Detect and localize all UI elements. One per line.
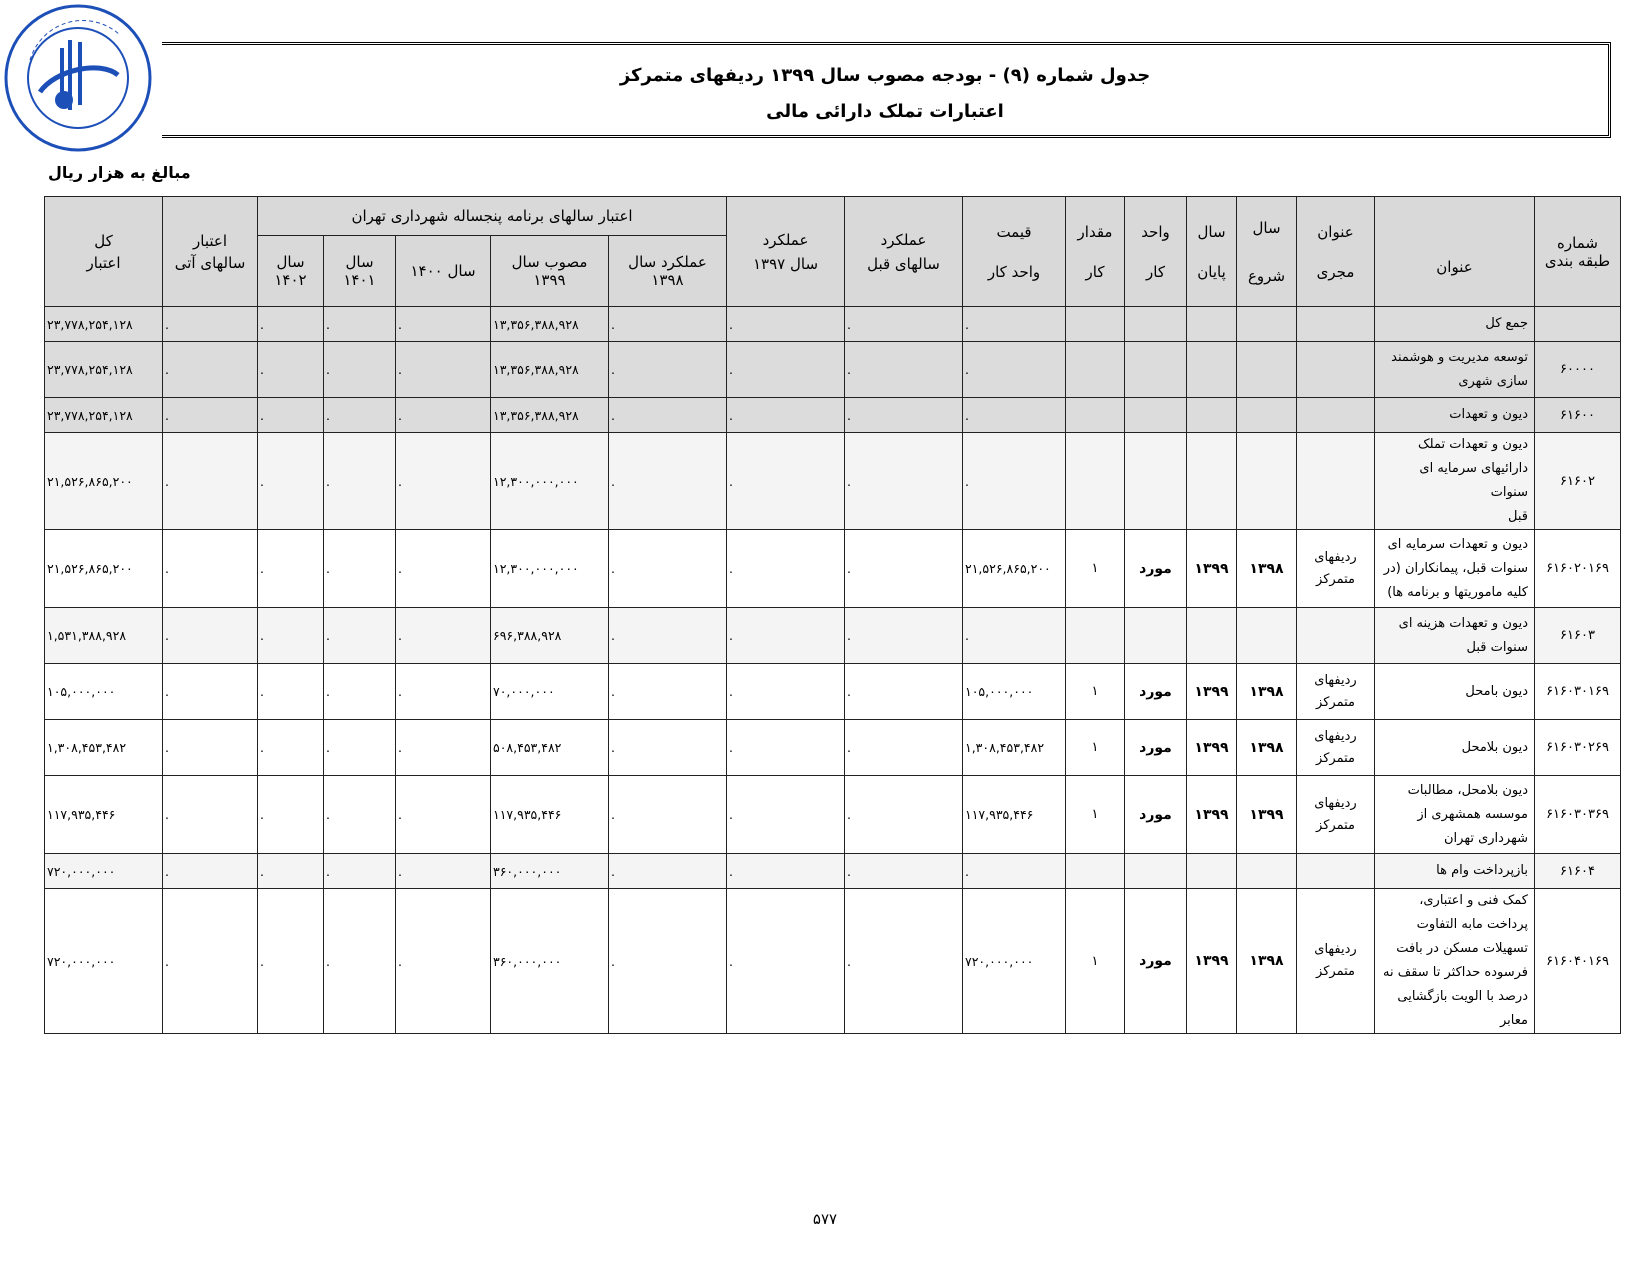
cell-total: ۲۳,۷۷۸,۲۵۴,۱۲۸ bbox=[45, 398, 163, 433]
cell-unit bbox=[1125, 608, 1187, 664]
cell-agency bbox=[1297, 664, 1375, 720]
cell-start bbox=[1237, 398, 1297, 433]
cell-unit bbox=[1125, 342, 1187, 398]
cell-unit: مورد bbox=[1125, 720, 1187, 776]
cell-p1398: . bbox=[609, 342, 727, 398]
cell-p1398: . bbox=[609, 530, 727, 608]
header-total: کل اعتبار bbox=[45, 197, 163, 307]
cell-code: ۶۱۶۰۳۰۱۶۹ bbox=[1535, 664, 1621, 720]
cell-start: ۱۳۹۸ bbox=[1237, 530, 1297, 608]
agency-line: ردیفهای bbox=[1314, 942, 1357, 957]
cell-p1398: . bbox=[609, 398, 727, 433]
cell-y1400: . bbox=[396, 854, 491, 889]
cell-y1401: . bbox=[324, 530, 396, 608]
table-row bbox=[45, 854, 1621, 889]
title-line: دیون بلامحل bbox=[1461, 739, 1528, 755]
cell-a1399: ۱۳,۳۵۶,۳۸۸,۹۲۸ bbox=[491, 342, 609, 398]
cell-total: ۷۲۰,۰۰۰,۰۰۰ bbox=[45, 889, 163, 1034]
cell-y1400: . bbox=[396, 342, 491, 398]
cell-p1397: . bbox=[727, 854, 845, 889]
cell-p1397: . bbox=[727, 720, 845, 776]
cell-title bbox=[1375, 307, 1535, 342]
cell-qty: ۱ bbox=[1066, 889, 1125, 1034]
cell-prev: . bbox=[845, 307, 963, 342]
cell-qty bbox=[1066, 608, 1125, 664]
cell-title bbox=[1375, 398, 1535, 433]
agency-line: ردیفهای bbox=[1314, 728, 1357, 744]
header-agency: عنوان مجری bbox=[1297, 197, 1375, 307]
cell-total: ۲۱,۵۲۶,۸۶۵,۲۰۰ bbox=[45, 530, 163, 608]
cell-y1401: . bbox=[324, 854, 396, 889]
cell-qty: ۱ bbox=[1066, 530, 1125, 608]
cell-end bbox=[1187, 342, 1237, 398]
cell-agency bbox=[1297, 433, 1375, 530]
cell-start: ۱۳۹۹ bbox=[1237, 776, 1297, 854]
cell-end: ۱۳۹۹ bbox=[1187, 664, 1237, 720]
cell-start: ۱۳۹۸ bbox=[1237, 889, 1297, 1034]
title-line: دیون و تعهدات تملک bbox=[1418, 437, 1528, 452]
cell-y1400: . bbox=[396, 720, 491, 776]
cell-p1398: . bbox=[609, 889, 727, 1034]
cell-total: ۷۲۰,۰۰۰,۰۰۰ bbox=[45, 854, 163, 889]
cell-title bbox=[1375, 608, 1535, 664]
cell-future: . bbox=[163, 433, 258, 530]
cell-unit: مورد bbox=[1125, 664, 1187, 720]
cell-y1400: . bbox=[396, 307, 491, 342]
cell-y1401: . bbox=[324, 342, 396, 398]
title-line: موسسه همشهری از bbox=[1417, 806, 1528, 822]
cell-y1401: . bbox=[324, 398, 396, 433]
title-line: کلیه ماموریتها و برنامه ها) bbox=[1387, 584, 1528, 600]
cell-a1399: ۵۰۸,۴۵۳,۴۸۲ bbox=[491, 720, 609, 776]
title-line: بازپرداخت وام ها bbox=[1436, 863, 1528, 878]
cell-p1397: . bbox=[727, 776, 845, 854]
agency-line: متمرکز bbox=[1316, 571, 1355, 587]
cell-p1398: . bbox=[609, 433, 727, 530]
cell-y1400: . bbox=[396, 664, 491, 720]
cell-unit bbox=[1125, 854, 1187, 889]
header-future-years: اعتبار سالهای آتی bbox=[163, 197, 258, 307]
header-year-1402: سال ۱۴۰۲ bbox=[258, 236, 324, 307]
cell-future: . bbox=[163, 530, 258, 608]
cell-y1400: . bbox=[396, 398, 491, 433]
cell-a1399: ۱۳,۳۵۶,۳۸۸,۹۲۸ bbox=[491, 398, 609, 433]
cell-price: . bbox=[963, 608, 1066, 664]
cell-a1399: ۳۶۰,۰۰۰,۰۰۰ bbox=[491, 889, 609, 1034]
cell-p1398: . bbox=[609, 776, 727, 854]
cell-y1401: . bbox=[324, 889, 396, 1034]
cell-agency bbox=[1297, 889, 1375, 1034]
cell-a1399: ۳۶۰,۰۰۰,۰۰۰ bbox=[491, 854, 609, 889]
title-line: دارائیهای سرمایه ای سنوات bbox=[1419, 461, 1528, 500]
cell-title bbox=[1375, 664, 1535, 720]
cell-y1402: . bbox=[258, 398, 324, 433]
cell-future: . bbox=[163, 720, 258, 776]
cell-y1402: . bbox=[258, 664, 324, 720]
title-line: سنوات قبل bbox=[1466, 639, 1528, 655]
cell-price: ۱۱۷,۹۳۵,۴۴۶ bbox=[963, 776, 1066, 854]
cell-title bbox=[1375, 342, 1535, 398]
cell-end bbox=[1187, 433, 1237, 530]
budget-table bbox=[44, 196, 1621, 1034]
cell-qty bbox=[1066, 433, 1125, 530]
header-year-1401: سال ۱۴۰۱ bbox=[324, 236, 396, 307]
cell-qty bbox=[1066, 307, 1125, 342]
cell-y1400: . bbox=[396, 776, 491, 854]
cell-y1401: . bbox=[324, 776, 396, 854]
cell-y1402: . bbox=[258, 854, 324, 889]
agency-line: متمرکز bbox=[1316, 750, 1355, 766]
cell-total: ۱,۵۳۱,۳۸۸,۹۲۸ bbox=[45, 608, 163, 664]
title-line: کمک فنی و اعتباری، bbox=[1419, 893, 1528, 908]
cell-qty bbox=[1066, 342, 1125, 398]
title-line: شهرداری تهران bbox=[1444, 830, 1528, 846]
agency-line: ردیفهای bbox=[1314, 672, 1357, 688]
cell-a1399: ۷۰,۰۰۰,۰۰۰ bbox=[491, 664, 609, 720]
table-row bbox=[45, 720, 1621, 776]
agency-line: ردیفهای bbox=[1314, 795, 1357, 811]
cell-end bbox=[1187, 398, 1237, 433]
cell-end: ۱۳۹۹ bbox=[1187, 530, 1237, 608]
cell-a1399: ۱۲,۳۰۰,۰۰۰,۰۰۰ bbox=[491, 530, 609, 608]
title-line: درصد با الویت بازگشایی معابر bbox=[1397, 989, 1528, 1028]
cell-y1402: . bbox=[258, 720, 324, 776]
cell-code: ۶۱۶۰۴ bbox=[1535, 854, 1621, 889]
cell-end: ۱۳۹۹ bbox=[1187, 720, 1237, 776]
cell-prev: . bbox=[845, 433, 963, 530]
agency-line: متمرکز bbox=[1316, 817, 1355, 833]
cell-y1400: . bbox=[396, 530, 491, 608]
cell-unit: مورد bbox=[1125, 889, 1187, 1034]
cell-price: . bbox=[963, 398, 1066, 433]
cell-start bbox=[1237, 433, 1297, 530]
cell-code: ۶۱۶۰۳۰۲۶۹ bbox=[1535, 720, 1621, 776]
cell-price: . bbox=[963, 854, 1066, 889]
cell-future: . bbox=[163, 398, 258, 433]
table-row bbox=[45, 530, 1621, 608]
cell-end bbox=[1187, 854, 1237, 889]
cell-price: . bbox=[963, 433, 1066, 530]
cell-code bbox=[1535, 307, 1621, 342]
cell-prev: . bbox=[845, 342, 963, 398]
table-row bbox=[45, 342, 1621, 398]
cell-price: ۲۱,۵۲۶,۸۶۵,۲۰۰ bbox=[963, 530, 1066, 608]
council-seal-logo bbox=[0, 0, 160, 160]
cell-title bbox=[1375, 433, 1535, 530]
cell-code: ۶۰۰۰۰ bbox=[1535, 342, 1621, 398]
cell-a1399: ۱۱۷,۹۳۵,۴۴۶ bbox=[491, 776, 609, 854]
cell-price: ۱,۳۰۸,۴۵۳,۴۸۲ bbox=[963, 720, 1066, 776]
cell-p1398: . bbox=[609, 664, 727, 720]
cell-agency bbox=[1297, 398, 1375, 433]
table-row bbox=[45, 608, 1621, 664]
header-performance-1398: عملکرد سال ۱۳۹۸ bbox=[609, 236, 727, 307]
cell-price: . bbox=[963, 342, 1066, 398]
cell-agency bbox=[1297, 720, 1375, 776]
cell-start bbox=[1237, 608, 1297, 664]
title-line: سنوات قبل، پیمانکاران (در bbox=[1383, 560, 1528, 576]
cell-a1399: ۱۳,۳۵۶,۳۸۸,۹۲۸ bbox=[491, 307, 609, 342]
title-line: دیون بامحل bbox=[1465, 683, 1528, 699]
cell-unit bbox=[1125, 433, 1187, 530]
cell-future: . bbox=[163, 342, 258, 398]
header-start-year: سال شروع bbox=[1237, 197, 1297, 307]
cell-agency bbox=[1297, 307, 1375, 342]
cell-unit: مورد bbox=[1125, 530, 1187, 608]
cell-start: ۱۳۹۸ bbox=[1237, 720, 1297, 776]
table-row bbox=[45, 398, 1621, 433]
cell-end bbox=[1187, 307, 1237, 342]
cell-a1399: ۶۹۶,۳۸۸,۹۲۸ bbox=[491, 608, 609, 664]
table-row bbox=[45, 307, 1621, 342]
header-qty: مقدار کار bbox=[1066, 197, 1125, 307]
cell-p1398: . bbox=[609, 307, 727, 342]
cell-prev: . bbox=[845, 398, 963, 433]
table-row bbox=[45, 433, 1621, 530]
cell-total: ۱۰۵,۰۰۰,۰۰۰ bbox=[45, 664, 163, 720]
cell-p1397: . bbox=[727, 889, 845, 1034]
cell-unit bbox=[1125, 398, 1187, 433]
cell-title bbox=[1375, 776, 1535, 854]
table-row bbox=[45, 664, 1621, 720]
table-title: جدول شماره (۹) - بودجه مصوب سال ۱۳۹۹ ردیفهای متمرکز bbox=[619, 65, 1151, 86]
cell-end: ۱۳۹۹ bbox=[1187, 889, 1237, 1034]
cell-agency bbox=[1297, 776, 1375, 854]
cell-y1402: . bbox=[258, 889, 324, 1034]
cell-title bbox=[1375, 854, 1535, 889]
cell-agency bbox=[1297, 854, 1375, 889]
cell-code: ۶۱۶۰۴۰۱۶۹ bbox=[1535, 889, 1621, 1034]
cell-prev: . bbox=[845, 720, 963, 776]
cell-y1401: . bbox=[324, 720, 396, 776]
cell-y1400: . bbox=[396, 889, 491, 1034]
header-year-1400: سال ۱۴۰۰ bbox=[396, 236, 491, 307]
cell-p1397: . bbox=[727, 433, 845, 530]
cell-qty: ۱ bbox=[1066, 776, 1125, 854]
cell-qty bbox=[1066, 854, 1125, 889]
table-subtitle: اعتبارات تملک دارائی مالی bbox=[766, 101, 1004, 122]
cell-title bbox=[1375, 530, 1535, 608]
cell-agency bbox=[1297, 342, 1375, 398]
cell-total: ۲۳,۷۷۸,۲۵۴,۱۲۸ bbox=[45, 307, 163, 342]
cell-future: . bbox=[163, 854, 258, 889]
header-title: عنوان bbox=[1375, 197, 1535, 307]
cell-p1397: . bbox=[727, 530, 845, 608]
title-line: قبل bbox=[1508, 509, 1528, 524]
cell-unit: مورد bbox=[1125, 776, 1187, 854]
cell-total: ۲۱,۵۲۶,۸۶۵,۲۰۰ bbox=[45, 433, 163, 530]
title-line: تسهیلات مسکن در بافت bbox=[1396, 941, 1528, 956]
cell-code: ۶۱۶۰۳ bbox=[1535, 608, 1621, 664]
cell-prev: . bbox=[845, 889, 963, 1034]
cell-agency bbox=[1297, 530, 1375, 608]
cell-start: ۱۳۹۸ bbox=[1237, 664, 1297, 720]
cell-p1398: . bbox=[609, 854, 727, 889]
cell-prev: . bbox=[845, 776, 963, 854]
cell-y1402: . bbox=[258, 342, 324, 398]
header-performance-1397: عملکرد سال ۱۳۹۷ bbox=[727, 197, 845, 307]
cell-future: . bbox=[163, 889, 258, 1034]
header-unit: واحد کار bbox=[1125, 197, 1187, 307]
agency-line: متمرکز bbox=[1316, 964, 1355, 979]
cell-y1402: . bbox=[258, 776, 324, 854]
cell-a1399: ۱۲,۳۰۰,۰۰۰,۰۰۰ bbox=[491, 433, 609, 530]
agency-line: ردیفهای bbox=[1314, 549, 1357, 565]
cell-prev: . bbox=[845, 854, 963, 889]
cell-title bbox=[1375, 720, 1535, 776]
cell-future: . bbox=[163, 664, 258, 720]
header-prev-performance: عملکرد سالهای قبل bbox=[845, 197, 963, 307]
cell-end bbox=[1187, 608, 1237, 664]
cell-code: ۶۱۶۰۳۰۳۶۹ bbox=[1535, 776, 1621, 854]
header-code: شماره طبقه بندی bbox=[1535, 197, 1621, 307]
cell-prev: . bbox=[845, 664, 963, 720]
cell-future: . bbox=[163, 776, 258, 854]
cell-p1398: . bbox=[609, 608, 727, 664]
cell-total: ۲۳,۷۷۸,۲۵۴,۱۲۸ bbox=[45, 342, 163, 398]
cell-p1397: . bbox=[727, 342, 845, 398]
cell-unit bbox=[1125, 307, 1187, 342]
header-approved-1399: مصوب سال ۱۳۹۹ bbox=[491, 236, 609, 307]
cell-prev: . bbox=[845, 530, 963, 608]
title-line: توسعه مدیریت و هوشمند bbox=[1391, 349, 1528, 365]
header-unit-price: قیمت واحد کار bbox=[963, 197, 1066, 307]
table-row bbox=[45, 776, 1621, 854]
title-box bbox=[162, 42, 1611, 138]
header-end-year: سال پایان bbox=[1187, 197, 1237, 307]
header-five-year-group: اعتبار سالهای برنامه پنجساله شهرداری تهران bbox=[258, 197, 727, 236]
cell-y1402: . bbox=[258, 307, 324, 342]
cell-y1400: . bbox=[396, 433, 491, 530]
cell-qty: ۱ bbox=[1066, 720, 1125, 776]
cell-y1402: . bbox=[258, 530, 324, 608]
title-line: فرسوده حداکثر تا سقف نه bbox=[1383, 965, 1528, 980]
cell-code: ۶۱۶۰۰ bbox=[1535, 398, 1621, 433]
unit-note: مبالغ به هزار ریال bbox=[48, 163, 191, 182]
cell-y1402: . bbox=[258, 433, 324, 530]
cell-price: ۷۲۰,۰۰۰,۰۰۰ bbox=[963, 889, 1066, 1034]
cell-title bbox=[1375, 889, 1535, 1034]
title-line: جمع کل bbox=[1485, 316, 1528, 331]
title-line: سازی شهری bbox=[1458, 373, 1528, 389]
cell-start bbox=[1237, 854, 1297, 889]
title-line: دیون بلامحل، مطالبات bbox=[1407, 782, 1528, 798]
cell-total: ۱۱۷,۹۳۵,۴۴۶ bbox=[45, 776, 163, 854]
cell-end: ۱۳۹۹ bbox=[1187, 776, 1237, 854]
cell-p1397: . bbox=[727, 398, 845, 433]
title-line: پرداخت مابه التفاوت bbox=[1416, 917, 1528, 932]
cell-qty: ۱ bbox=[1066, 664, 1125, 720]
cell-y1401: . bbox=[324, 433, 396, 530]
cell-code: ۶۱۶۰۲۰۱۶۹ bbox=[1535, 530, 1621, 608]
agency-line: متمرکز bbox=[1316, 694, 1355, 710]
table-row bbox=[45, 889, 1621, 1034]
cell-y1400: . bbox=[396, 608, 491, 664]
cell-price: . bbox=[963, 307, 1066, 342]
cell-p1397: . bbox=[727, 307, 845, 342]
title-line: دیون و تعهدات bbox=[1449, 407, 1528, 422]
page-number: ۵۷۷ bbox=[812, 1210, 838, 1228]
cell-future: . bbox=[163, 608, 258, 664]
cell-total: ۱,۳۰۸,۴۵۳,۴۸۲ bbox=[45, 720, 163, 776]
cell-y1401: . bbox=[324, 608, 396, 664]
cell-p1397: . bbox=[727, 608, 845, 664]
cell-p1398: . bbox=[609, 720, 727, 776]
cell-start bbox=[1237, 307, 1297, 342]
cell-prev: . bbox=[845, 608, 963, 664]
cell-start bbox=[1237, 342, 1297, 398]
cell-price: ۱۰۵,۰۰۰,۰۰۰ bbox=[963, 664, 1066, 720]
title-line: دیون و تعهدات سرمایه ای bbox=[1387, 536, 1528, 552]
cell-qty bbox=[1066, 398, 1125, 433]
cell-future: . bbox=[163, 307, 258, 342]
cell-y1401: . bbox=[324, 664, 396, 720]
title-line: دیون و تعهدات هزینه ای bbox=[1398, 615, 1528, 631]
cell-p1397: . bbox=[727, 664, 845, 720]
cell-y1401: . bbox=[324, 307, 396, 342]
cell-agency bbox=[1297, 608, 1375, 664]
cell-code: ۶۱۶۰۲ bbox=[1535, 433, 1621, 530]
cell-y1402: . bbox=[258, 608, 324, 664]
